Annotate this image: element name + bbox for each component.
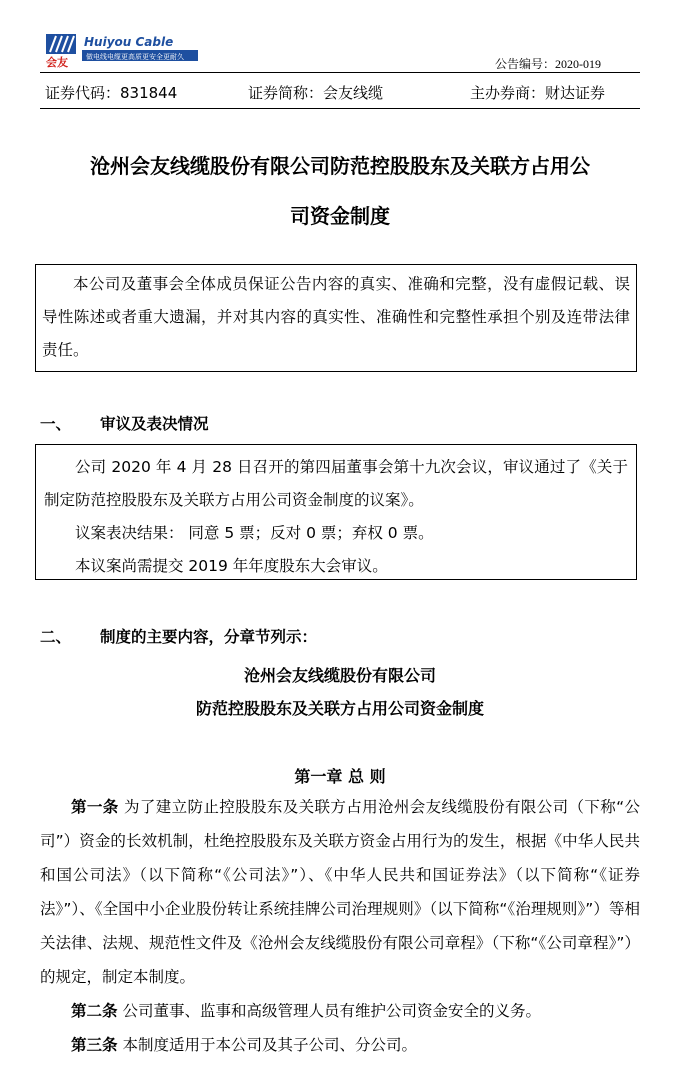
section-1-number: 一、: [40, 415, 72, 433]
section-2-number: 二、: [40, 628, 72, 646]
review-box: [35, 444, 637, 580]
article-1: [40, 790, 640, 994]
disclaimer-box: [35, 264, 637, 372]
article-label: 第一条: [71, 798, 119, 816]
vote-result: 议案表决结果： 同意 5 票；反对 0 票；弃权 0 票。: [75, 524, 434, 542]
company-logo: [42, 32, 202, 68]
subheader-divider: [40, 108, 640, 109]
article-text: 本制度适用于本公司及其子公司、分公司。: [117, 1036, 417, 1054]
review-paragraph: 公司 2020 年 4 月 28 日召开的第四届董事会第十九次会议，审议通过了《关于制定防范控股股东及关联方占用公司资金制度的议案》。: [44, 458, 628, 509]
chapter-title: 第一章 总 则: [294, 767, 386, 786]
article-3: [40, 1028, 640, 1062]
article-label: 第三条: [71, 1036, 118, 1054]
document-title-line-1: 沧州会友线缆股份有限公司防范控股股东及关联方占用公: [90, 154, 590, 178]
submission-note: 本议案尚需提交 2019 年年度股东大会审议。: [75, 557, 388, 575]
svg-text:会友: 会友: [46, 56, 68, 68]
announcement-number: 公告编号：2020-019: [495, 57, 601, 71]
articles: [40, 790, 640, 1062]
company-name: 沧州会友线缆股份有限公司: [243, 666, 436, 685]
svg-text:Huiyou Cable: Huiyou Cable: [84, 35, 174, 49]
header-divider: [40, 72, 640, 73]
regulation-name: 防范控股股东及关联方占用公司资金制度: [195, 699, 484, 718]
article-text: 公司董事、监事和高级管理人员有维护公司资金安全的义务。: [117, 1002, 541, 1020]
section-2-heading: [40, 625, 317, 647]
sponsor-broker: 主办券商：财达证券: [470, 84, 606, 102]
article-text: 为了建立防止控股股东及关联方占用沧州会友线缆股份有限公司（下称“公司”）资金的长效机制，杜绝控股股东及关联方资金占用行为的发生，根据《中华人民共和国公司法》（以下简称“《公司法》”）、《中华人民共和国证券法》（以下简称“《证券法》”）、《全国中小企业股份转让系统挂牌公司治理规则》（以下简称“《治理规则》”）等相关法律、法规、规范性文件及《沧州会友线缆股份有限公司章程》（下称“《公司章程》”）的规定，制定本制度。: [40, 798, 640, 986]
article-2: [40, 994, 640, 1028]
security-code: 证券代码：831844: [45, 84, 178, 102]
security-abbreviation: 证券简称：会友线缆: [248, 84, 384, 102]
article-label: 第二条: [71, 1002, 118, 1020]
document-title-line-2: 司资金制度: [290, 204, 390, 228]
section-1-title: 审议及表决情况: [100, 415, 209, 433]
section-1-heading: [40, 412, 209, 434]
svg-text:做电线电缆更高质更安全更耐久: 做电线电缆更高质更安全更耐久: [86, 53, 184, 61]
disclaimer-text: 本公司及董事会全体成员保证公告内容的真实、准确和完整，没有虚假记载、误导性陈述或者重大遗漏，并对其内容的真实性、准确性和完整性承担个别及连带法律责任。: [42, 275, 630, 359]
logo-mark-icon: [46, 34, 76, 54]
section-2-title: 制度的主要内容，分章节列示：: [100, 628, 318, 646]
